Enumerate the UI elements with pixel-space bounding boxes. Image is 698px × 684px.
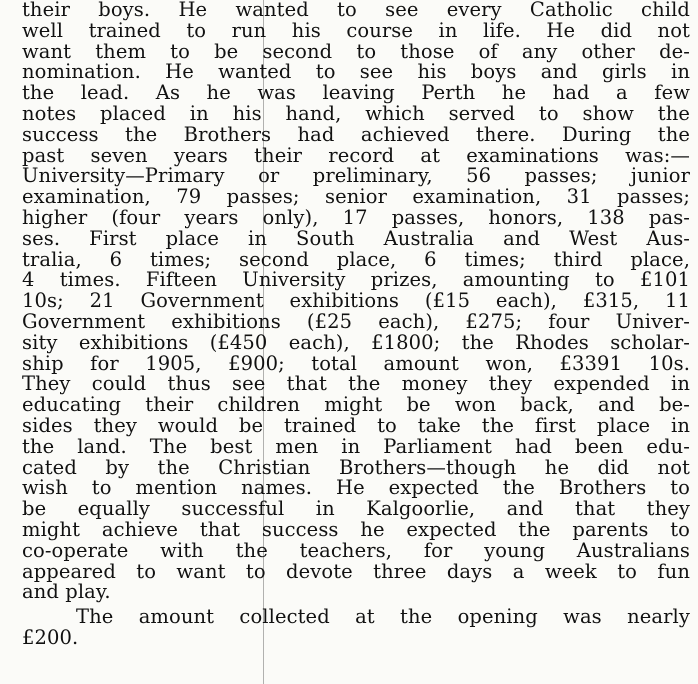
article-line: They could thus see that the money they expended in <box>22 372 690 396</box>
article-line: educating their children might be won back, and be- <box>22 393 690 417</box>
article-line: cated by the Christian Brothers—though he did not <box>22 455 690 479</box>
article-line: the lead. As he was leaving Perth he had a few <box>22 81 690 105</box>
article-line: higher (four years only), 17 passes, honors, 138 pas- <box>22 205 690 229</box>
article-line: 10s; 21 Government exhibitions (£15 each), £315, 11 <box>22 289 690 313</box>
article-line: their boys. He wanted to see every Catholic child <box>22 0 690 21</box>
article-line: well trained to run his course in life. He did not <box>22 18 690 42</box>
article-line: the land. The best men in Parliament had been edu- <box>22 434 690 458</box>
article-line: co-operate with the teachers, for young Australians <box>22 538 690 562</box>
article-line: be equally successful in Kalgoorlie, and that they <box>22 497 690 521</box>
article-line: tralia, 6 times; second place, 6 times; third place, <box>22 247 690 271</box>
article-line: and play. <box>22 580 111 604</box>
article-line: might achieve that success he expected the parents to <box>22 517 690 541</box>
article-line: Government exhibitions (£25 each), £275; four Univer- <box>22 309 690 333</box>
article-line: ship for 1905, £900; total amount won, £3391 10s. <box>22 351 690 375</box>
article-line: The amount collected at the opening was nearly <box>76 605 690 629</box>
article-line: wish to mention names. He expected the Brothers to <box>22 476 690 500</box>
article-line: ses. First place in South Australia and West Aus- <box>22 226 690 250</box>
article-line: notes placed in his hand, which served to show the <box>22 101 690 125</box>
article-line: past seven years their record at examinations was:— <box>22 143 690 167</box>
article-line: £200. <box>22 625 79 649</box>
article-line: want them to be second to those of any other de- <box>22 39 690 63</box>
article-line: appeared to want to devote three days a week to fun <box>22 559 690 583</box>
article-line: success the Brothers had achieved there. During the <box>22 122 690 146</box>
article-line: 4 times. Fifteen University prizes, amounting to £101 <box>22 268 690 292</box>
article-line: University—Primary or preliminary, 56 passes; junior <box>22 164 690 188</box>
article-line: sides they would be trained to take the first place in <box>22 413 690 437</box>
article-line: sity exhibitions (£450 each), £1800; the Rhodes scholar- <box>22 330 690 354</box>
article-line: nomination. He wanted to see his boys and girls in <box>22 60 690 84</box>
article-line: examination, 79 passes; senior examination, 31 passes; <box>22 185 690 209</box>
